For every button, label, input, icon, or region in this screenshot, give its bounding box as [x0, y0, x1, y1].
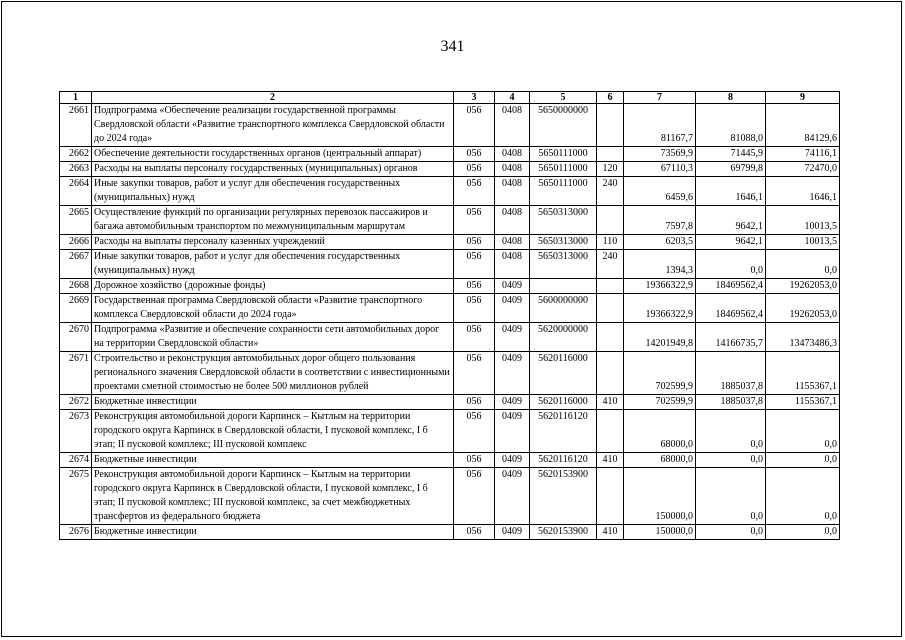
- row-number-cell: 2671: [60, 352, 92, 395]
- budget-table: [59, 91, 840, 540]
- section-code-cell: 0409: [495, 468, 530, 525]
- amount-2023-cell: 14166735,7: [696, 323, 766, 352]
- amount-2023-cell: 0,0: [696, 410, 766, 453]
- row-number-cell: 2669: [60, 294, 92, 323]
- section-code-cell: 0408: [495, 104, 530, 147]
- row-name-cell: Обеспечение деятельности государственных органов (центральный аппарат): [92, 147, 454, 162]
- amount-2022-cell: 702599,9: [624, 352, 696, 395]
- section-code-cell: 0409: [495, 279, 530, 294]
- header-cell: 4: [495, 92, 530, 104]
- expense-type-cell: [597, 279, 624, 294]
- target-article-cell: 5650111000: [530, 147, 597, 162]
- amount-2022-cell: 81167,7: [624, 104, 696, 147]
- target-article-cell: 5650313000: [530, 206, 597, 235]
- amount-2024-cell: 1646,1: [766, 177, 840, 206]
- row-name-cell: Государственная программа Свердловской области «Развитие транспортного комплекса Свердловской области до 2024 года»: [92, 294, 454, 323]
- table-row: [60, 453, 840, 468]
- amount-2022-cell: 150000,0: [624, 468, 696, 525]
- row-name-cell: Дорожное хозяйство (дорожные фонды): [92, 279, 454, 294]
- ministry-code-cell: 056: [454, 395, 495, 410]
- amount-2023-cell: 0,0: [696, 453, 766, 468]
- amount-2023-cell: 18469562,4: [696, 294, 766, 323]
- section-code-cell: 0409: [495, 453, 530, 468]
- expense-type-cell: 120: [597, 162, 624, 177]
- expense-type-cell: 240: [597, 250, 624, 279]
- amount-2023-cell: 1885037,8: [696, 395, 766, 410]
- row-number-cell: 2662: [60, 147, 92, 162]
- amount-2023-cell: 9642,1: [696, 206, 766, 235]
- expense-type-cell: 410: [597, 525, 624, 540]
- row-name-cell: Реконструкция автомобильной дороги Карпинск – Кытлым на территории городского округа Карпинск в Свердловской области, I пусковой комплекс, I б этап; II пусковой комплекс; III пусковой комплекс: [92, 410, 454, 453]
- ministry-code-cell: 056: [454, 323, 495, 352]
- amount-2022-cell: 19366322,9: [624, 279, 696, 294]
- table-row: [60, 104, 840, 147]
- expense-type-cell: [597, 352, 624, 395]
- header-cell: 1: [60, 92, 92, 104]
- ministry-code-cell: 056: [454, 206, 495, 235]
- section-code-cell: 0409: [495, 525, 530, 540]
- expense-type-cell: 110: [597, 235, 624, 250]
- row-number-cell: 2667: [60, 250, 92, 279]
- section-code-cell: 0409: [495, 410, 530, 453]
- table-row: [60, 468, 840, 525]
- table-row: [60, 395, 840, 410]
- amount-2022-cell: 1394,3: [624, 250, 696, 279]
- amount-2022-cell: 150000,0: [624, 525, 696, 540]
- row-number-cell: 2676: [60, 525, 92, 540]
- row-name-cell: Бюджетные инвестиции: [92, 525, 454, 540]
- target-article-cell: 5620153900: [530, 525, 597, 540]
- target-article-cell: 5620116120: [530, 410, 597, 453]
- header-cell: 8: [696, 92, 766, 104]
- ministry-code-cell: 056: [454, 250, 495, 279]
- section-code-cell: 0408: [495, 147, 530, 162]
- row-name-cell: Реконструкция автомобильной дороги Карпинск – Кытлым на территории городского округа Карпинск в Свердловской области, I пусковой комплекс, I б этап; II пусковой комплекс; III пусковой комплекс, за счет межбюджетных трансфертов из федерального бюджета: [92, 468, 454, 525]
- section-code-cell: 0408: [495, 235, 530, 250]
- target-article-cell: 5650111000: [530, 177, 597, 206]
- amount-2023-cell: 69799,8: [696, 162, 766, 177]
- row-name-cell: Строительство и реконструкция автомобильных дорог общего пользования регионального значения Свердловской области в соответствии с инвестиционными проектами сметной стоимостью не более 500 миллионов рублей: [92, 352, 454, 395]
- amount-2024-cell: 0,0: [766, 410, 840, 453]
- header-cell: 5: [530, 92, 597, 104]
- ministry-code-cell: 056: [454, 468, 495, 525]
- header-cell: 7: [624, 92, 696, 104]
- amount-2024-cell: 13473486,3: [766, 323, 840, 352]
- amount-2023-cell: 0,0: [696, 525, 766, 540]
- expense-type-cell: 410: [597, 395, 624, 410]
- section-code-cell: 0409: [495, 294, 530, 323]
- amount-2022-cell: 67110,3: [624, 162, 696, 177]
- section-code-cell: 0409: [495, 323, 530, 352]
- amount-2023-cell: 71445,9: [696, 147, 766, 162]
- ministry-code-cell: 056: [454, 279, 495, 294]
- target-article-cell: 5650111000: [530, 162, 597, 177]
- table-row: [60, 235, 840, 250]
- amount-2023-cell: 0,0: [696, 468, 766, 525]
- amount-2022-cell: 19366322,9: [624, 294, 696, 323]
- row-number-cell: 2672: [60, 395, 92, 410]
- row-number-cell: 2663: [60, 162, 92, 177]
- target-article-cell: 5620116120: [530, 453, 597, 468]
- row-name-cell: Иные закупки товаров, работ и услуг для обеспечения государственных (муниципальных) нужд: [92, 177, 454, 206]
- row-name-cell: Подпрограмма «Развитие и обеспечение сохранности сети автомобильных дорог на территории Свердловской области»: [92, 323, 454, 352]
- section-code-cell: 0408: [495, 250, 530, 279]
- amount-2022-cell: 6203,5: [624, 235, 696, 250]
- table-row: [60, 250, 840, 279]
- amount-2024-cell: 10013,5: [766, 235, 840, 250]
- expense-type-cell: 410: [597, 453, 624, 468]
- row-name-cell: Бюджетные инвестиции: [92, 453, 454, 468]
- table-row: [60, 147, 840, 162]
- section-code-cell: 0408: [495, 162, 530, 177]
- header-cell: 6: [597, 92, 624, 104]
- row-number-cell: 2668: [60, 279, 92, 294]
- expense-type-cell: [597, 104, 624, 147]
- amount-2022-cell: 14201949,8: [624, 323, 696, 352]
- row-number-cell: 2674: [60, 453, 92, 468]
- ministry-code-cell: 056: [454, 410, 495, 453]
- expense-type-cell: [597, 206, 624, 235]
- row-number-cell: 2675: [60, 468, 92, 525]
- target-article-cell: 5650313000: [530, 250, 597, 279]
- section-code-cell: 0408: [495, 177, 530, 206]
- target-article-cell: 5620116000: [530, 395, 597, 410]
- table-row: [60, 162, 840, 177]
- table-row: [60, 352, 840, 395]
- amount-2024-cell: 72470,0: [766, 162, 840, 177]
- target-article-cell: [530, 279, 597, 294]
- ministry-code-cell: 056: [454, 525, 495, 540]
- row-name-cell: Расходы на выплаты персоналу казенных учреждений: [92, 235, 454, 250]
- expense-type-cell: [597, 323, 624, 352]
- amount-2022-cell: 68000,0: [624, 410, 696, 453]
- target-article-cell: 5620153900: [530, 468, 597, 525]
- target-article-cell: 5650313000: [530, 235, 597, 250]
- row-name-cell: Бюджетные инвестиции: [92, 395, 454, 410]
- table-header-row: [60, 92, 840, 104]
- row-name-cell: Расходы на выплаты персоналу государственных (муниципальных) органов: [92, 162, 454, 177]
- amount-2022-cell: 6459,6: [624, 177, 696, 206]
- amount-2023-cell: 0,0: [696, 250, 766, 279]
- amount-2024-cell: 19262053,0: [766, 279, 840, 294]
- table-row: [60, 323, 840, 352]
- target-article-cell: 5600000000: [530, 294, 597, 323]
- expense-type-cell: 240: [597, 177, 624, 206]
- section-code-cell: 0409: [495, 395, 530, 410]
- amount-2024-cell: 1155367,1: [766, 352, 840, 395]
- row-number-cell: 2670: [60, 323, 92, 352]
- header-cell: 9: [766, 92, 840, 104]
- ministry-code-cell: 056: [454, 294, 495, 323]
- section-code-cell: 0409: [495, 352, 530, 395]
- amount-2023-cell: 1885037,8: [696, 352, 766, 395]
- row-number-cell: 2665: [60, 206, 92, 235]
- ministry-code-cell: 056: [454, 147, 495, 162]
- row-name-cell: Иные закупки товаров, работ и услуг для обеспечения государственных (муниципальных) нужд: [92, 250, 454, 279]
- table-row: [60, 206, 840, 235]
- amount-2022-cell: 702599,9: [624, 395, 696, 410]
- row-number-cell: 2673: [60, 410, 92, 453]
- table-row: [60, 177, 840, 206]
- amount-2024-cell: 19262053,0: [766, 294, 840, 323]
- ministry-code-cell: 056: [454, 177, 495, 206]
- target-article-cell: 5620000000: [530, 323, 597, 352]
- expense-type-cell: [597, 468, 624, 525]
- amount-2024-cell: 1155367,1: [766, 395, 840, 410]
- expense-type-cell: [597, 294, 624, 323]
- amount-2024-cell: 0,0: [766, 453, 840, 468]
- amount-2022-cell: 73569,9: [624, 147, 696, 162]
- amount-2024-cell: 84129,6: [766, 104, 840, 147]
- amount-2022-cell: 68000,0: [624, 453, 696, 468]
- ministry-code-cell: 056: [454, 352, 495, 395]
- amount-2023-cell: 1646,1: [696, 177, 766, 206]
- amount-2022-cell: 7597,8: [624, 206, 696, 235]
- amount-2023-cell: 81088,0: [696, 104, 766, 147]
- row-name-cell: Осуществление функций по организации регулярных перевозок пассажиров и багажа автомобильным транспортом по межмуниципальным маршрутам: [92, 206, 454, 235]
- table-row: [60, 279, 840, 294]
- row-name-cell: Подпрограмма «Обеспечение реализации государственной программы Свердловской области «Развитие транспортного комплекса Свердловской области до 2024 года»: [92, 104, 454, 147]
- amount-2024-cell: 0,0: [766, 525, 840, 540]
- header-cell: 3: [454, 92, 495, 104]
- ministry-code-cell: 056: [454, 104, 495, 147]
- amount-2024-cell: 0,0: [766, 468, 840, 525]
- ministry-code-cell: 056: [454, 235, 495, 250]
- row-number-cell: 2664: [60, 177, 92, 206]
- table-row: [60, 294, 840, 323]
- target-article-cell: 5620116000: [530, 352, 597, 395]
- ministry-code-cell: 056: [454, 453, 495, 468]
- amount-2024-cell: 10013,5: [766, 206, 840, 235]
- row-number-cell: 2661: [60, 104, 92, 147]
- section-code-cell: 0408: [495, 206, 530, 235]
- amount-2023-cell: 9642,1: [696, 235, 766, 250]
- page-number: 341: [440, 38, 465, 55]
- amount-2023-cell: 18469562,4: [696, 279, 766, 294]
- expense-type-cell: [597, 410, 624, 453]
- amount-2024-cell: 0,0: [766, 250, 840, 279]
- amount-2024-cell: 74116,1: [766, 147, 840, 162]
- row-number-cell: 2666: [60, 235, 92, 250]
- table-row: [60, 525, 840, 540]
- expense-type-cell: [597, 147, 624, 162]
- table-row: [60, 410, 840, 453]
- ministry-code-cell: 056: [454, 162, 495, 177]
- header-cell: 2: [92, 92, 454, 104]
- target-article-cell: 5650000000: [530, 104, 597, 147]
